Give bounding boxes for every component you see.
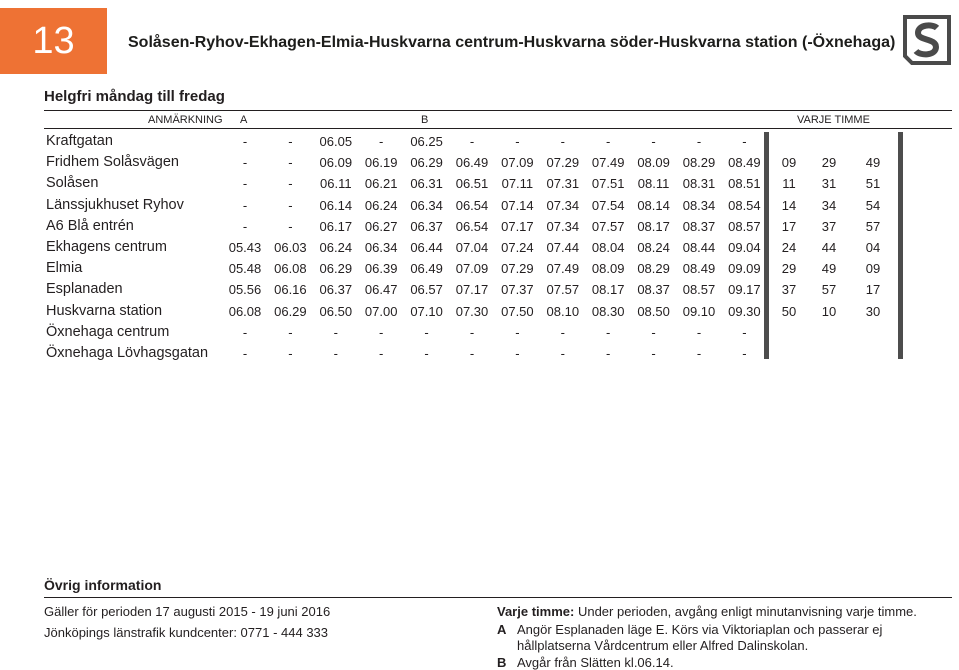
hourly-row — [769, 216, 897, 237]
departure-time: - — [288, 218, 293, 234]
timetable-row — [44, 131, 764, 152]
departure-time: - — [242, 155, 248, 171]
departure-time: - — [606, 346, 611, 361]
hourly-minute: 29 — [781, 261, 797, 277]
departure-time: 07.57 — [546, 282, 580, 298]
note-a-line1: Angör Esplanaden läge E. Körs via Viktoriaplan och passerar ej — [517, 622, 883, 637]
hourly-header: VARJE TIMME — [797, 114, 870, 126]
timetable-row — [44, 195, 764, 216]
departure-time: - — [242, 218, 248, 234]
departure-time: - — [469, 324, 475, 340]
departure-time: - — [288, 197, 293, 213]
note-a — [497, 622, 882, 637]
departure-time: - — [742, 134, 747, 149]
hourly-minute: 24 — [781, 240, 797, 255]
stop-name: Huskvarna station — [46, 302, 163, 319]
departure-time: 08.44 — [682, 240, 716, 255]
departure-time: 06.08 — [228, 303, 262, 319]
departure-time: - — [742, 346, 747, 361]
departure-time: 06.49 — [410, 261, 443, 277]
departure-time: 07.54 — [591, 197, 625, 213]
departure-time: 05.48 — [228, 261, 262, 277]
departure-time: 06.51 — [455, 176, 489, 192]
departure-time: 07.04 — [455, 240, 489, 255]
departure-time: - — [333, 346, 338, 361]
departure-time: 06.31 — [410, 176, 443, 192]
departure-time: - — [379, 346, 384, 361]
departure-time: - — [242, 324, 248, 340]
departure-time: - — [606, 324, 611, 340]
departure-time: - — [560, 346, 565, 361]
remarks-header: ANMÄRKNING — [148, 114, 223, 126]
validity-text: Gäller för perioden 17 augusti 2015 - 19 juni 2016 — [44, 604, 331, 619]
departure-time: 08.14 — [637, 197, 670, 213]
departure-time: 06.24 — [319, 240, 353, 255]
departure-time: 06.29 — [274, 303, 307, 319]
departure-time: 06.19 — [364, 155, 398, 171]
departure-time: - — [242, 176, 248, 192]
departure-time: 06.50 — [319, 303, 353, 319]
hourly-minute: 54 — [865, 197, 881, 213]
info-heading: Övrig information — [44, 577, 162, 593]
departure-time: 08.09 — [637, 155, 670, 171]
departure-time: 06.37 — [410, 218, 443, 234]
hourly-minute: 04 — [865, 240, 881, 255]
hourly-minute: 57 — [821, 282, 837, 298]
departure-time: 07.51 — [591, 176, 625, 192]
departure-time: - — [469, 346, 475, 361]
hourly-row — [769, 152, 897, 173]
departure-time: 06.24 — [364, 197, 398, 213]
departure-time: 07.49 — [591, 155, 625, 171]
departure-time: 06.05 — [319, 134, 353, 149]
hourly-row — [769, 131, 897, 152]
departure-time: - — [242, 346, 248, 361]
departure-time: - — [651, 134, 656, 149]
hourly-minute: 17 — [781, 218, 797, 234]
departure-time: - — [515, 134, 520, 149]
departure-time: 08.11 — [637, 176, 670, 192]
departure-time: 08.31 — [682, 176, 716, 192]
divider-top — [44, 110, 952, 111]
departure-time: 06.21 — [364, 176, 398, 192]
departure-time: 07.09 — [455, 261, 489, 277]
remark-code-b: B — [421, 114, 429, 126]
departure-time: - — [696, 346, 702, 361]
departure-time: - — [288, 346, 293, 361]
departure-time: 07.29 — [501, 261, 534, 277]
departure-time: - — [288, 134, 293, 149]
divider-info — [44, 597, 952, 598]
hourly-minute: 09 — [865, 261, 881, 277]
departure-time: 07.00 — [364, 303, 398, 319]
departure-time: 08.29 — [637, 261, 670, 277]
departure-time: 08.17 — [591, 282, 625, 298]
departure-time: 07.29 — [546, 155, 580, 171]
departure-time: 08.51 — [728, 176, 761, 192]
note-a-continued: hållplatserna Vårdcentrum eller Alfred Dalinskolan. — [517, 638, 809, 653]
departure-time: 05.43 — [228, 240, 262, 255]
departure-time: - — [333, 324, 338, 340]
departure-time: 07.50 — [501, 303, 534, 319]
note-b-text: Avgår från Slätten kl.06.14. — [517, 655, 674, 670]
stop-name: Kraftgatan — [46, 133, 113, 149]
hourly-minute: 29 — [821, 155, 837, 171]
hourly-minute: 31 — [821, 176, 837, 192]
departure-time: - — [424, 324, 429, 340]
hourly-note — [497, 604, 917, 619]
departure-time: - — [515, 346, 520, 361]
departure-time: - — [379, 324, 384, 340]
departure-time: 08.04 — [591, 240, 625, 255]
hourly-row — [769, 195, 897, 216]
departure-time: 08.49 — [728, 155, 761, 171]
departure-time: 06.16 — [274, 282, 307, 298]
departure-time: 08.57 — [728, 218, 761, 234]
stop-name: Esplanaden — [46, 281, 123, 298]
route-number-badge: 13 — [0, 8, 107, 74]
departure-time: 07.10 — [410, 303, 443, 319]
departure-time: 08.30 — [591, 303, 625, 319]
departure-time: 08.57 — [682, 282, 716, 298]
hourly-divider-left — [764, 132, 769, 359]
stop-name: Öxnehaga Lövhagsgatan — [46, 345, 209, 361]
departure-time: 07.34 — [546, 197, 580, 213]
departure-time: 06.47 — [364, 282, 398, 298]
departure-time: - — [560, 134, 565, 149]
departure-time: 07.30 — [455, 303, 489, 319]
departure-time: 08.34 — [682, 197, 716, 213]
hourly-note-label: Varje timme: — [497, 604, 575, 619]
departure-time: 06.54 — [455, 197, 489, 213]
departure-time: 08.29 — [682, 155, 716, 171]
hourly-minute: 34 — [821, 197, 837, 213]
departure-time: - — [515, 324, 520, 340]
departure-time: 07.34 — [546, 218, 580, 234]
departure-time: 05.56 — [228, 282, 262, 298]
timetable-row — [44, 301, 764, 322]
hourly-minute: 14 — [781, 197, 797, 213]
hourly-row — [769, 173, 897, 194]
departure-time: 07.44 — [546, 240, 580, 255]
hourly-row — [769, 343, 897, 364]
departure-time: 09.04 — [728, 240, 761, 255]
departure-time: 08.37 — [682, 218, 716, 234]
departure-time: 09.10 — [682, 303, 716, 319]
departure-time: 08.17 — [637, 218, 670, 234]
departure-time: - — [469, 134, 475, 149]
stop-name: A6 Blå entrén — [46, 217, 134, 234]
hourly-row — [769, 237, 897, 258]
hourly-minute: 10 — [821, 303, 837, 319]
departure-time: - — [288, 155, 293, 171]
departure-time: 07.57 — [591, 218, 625, 234]
stop-name: Solåsen — [46, 175, 99, 192]
timetable-row — [44, 237, 764, 258]
departure-time: 06.09 — [319, 155, 353, 171]
timetable-row — [44, 322, 764, 343]
remark-code-a: A — [240, 114, 248, 126]
departure-time: 08.24 — [637, 240, 670, 255]
departure-time: - — [288, 324, 293, 340]
departure-time: 06.44 — [410, 240, 443, 255]
stop-name: Länssjukhuset Ryhov — [46, 196, 184, 213]
departure-time: 07.24 — [501, 240, 534, 255]
hourly-row — [769, 279, 897, 300]
hourly-minute: 49 — [821, 261, 837, 277]
divider-header — [44, 128, 952, 129]
departure-time: 06.57 — [410, 282, 443, 298]
departure-time: 09.09 — [728, 261, 761, 277]
hourly-divider-right — [898, 132, 903, 359]
departure-time: - — [696, 324, 702, 340]
stop-name: Öxnehaga centrum — [46, 323, 170, 340]
hourly-minute: 37 — [821, 218, 837, 234]
timetable-row — [44, 343, 764, 364]
departure-time: 07.11 — [501, 176, 534, 192]
departure-time: 06.34 — [364, 240, 398, 255]
departure-time: - — [651, 346, 656, 361]
hourly-row — [769, 301, 897, 322]
customer-center-text: Jönköpings länstrafik kundcenter: 0771 - 444 333 — [44, 625, 329, 640]
hourly-row — [769, 322, 897, 343]
departure-time: - — [242, 197, 248, 213]
hourly-minute: 57 — [865, 218, 881, 234]
departure-time: 06.27 — [364, 218, 398, 234]
hourly-minute: 50 — [781, 303, 797, 319]
departure-time: 06.37 — [319, 282, 353, 298]
departure-time: - — [696, 134, 702, 149]
departure-time: 07.31 — [546, 176, 580, 192]
stop-name: Ekhagens centrum — [46, 239, 167, 255]
hourly-minute: 09 — [781, 155, 797, 171]
hourly-minute: 37 — [781, 282, 797, 298]
departure-time: - — [288, 176, 293, 192]
departure-time: 08.50 — [637, 303, 670, 319]
timetable-row — [44, 258, 764, 279]
hourly-minute: 30 — [865, 303, 881, 319]
departure-time: 07.17 — [501, 218, 534, 234]
stop-name: Elmia — [46, 260, 83, 277]
hourly-minute: 17 — [865, 282, 881, 298]
departure-time: 08.10 — [546, 303, 580, 319]
departure-time: 07.09 — [501, 155, 534, 171]
departure-time: 08.09 — [591, 261, 625, 277]
note-a-code: A — [497, 622, 507, 637]
departure-time: - — [379, 134, 384, 149]
stop-name: Fridhem Solåsvägen — [46, 154, 179, 171]
hourly-minute: 11 — [782, 176, 796, 192]
departure-time: 06.11 — [320, 176, 352, 192]
departure-time: 06.08 — [274, 261, 307, 277]
departure-time: 08.54 — [728, 197, 761, 213]
note-b — [497, 655, 674, 670]
hourly-note-text: Under perioden, avgång enligt minutanvisning varje timme. — [577, 604, 917, 619]
route-title: Solåsen-Ryhov-Ekhagen-Elmia-Huskvarna centrum-Huskvarna söder-Huskvarna station (-Öxnehaga) — [128, 34, 896, 51]
timetable-row — [44, 152, 764, 173]
departure-time: 06.29 — [410, 155, 443, 171]
departure-time: 08.37 — [637, 282, 670, 298]
operator-logo-icon — [902, 14, 952, 66]
departure-time: 06.54 — [455, 218, 489, 234]
departure-time: 08.49 — [682, 261, 716, 277]
departure-time: 07.49 — [546, 261, 580, 277]
hourly-minute: 51 — [865, 176, 881, 192]
departure-time: 06.49 — [455, 155, 489, 171]
hourly-row — [769, 258, 897, 279]
departure-time: - — [424, 346, 429, 361]
note-b-code: B — [497, 655, 507, 670]
departure-time: 06.25 — [410, 134, 443, 149]
departure-time: 07.14 — [501, 197, 534, 213]
timetable-row — [44, 279, 764, 300]
departure-time: - — [242, 134, 248, 149]
departure-time: 06.34 — [410, 197, 443, 213]
timetable-row — [44, 216, 764, 237]
departure-time: - — [651, 324, 656, 340]
day-type-heading: Helgfri måndag till fredag — [44, 88, 225, 105]
departure-time: 06.17 — [319, 218, 353, 234]
hourly-minute: 44 — [821, 240, 837, 255]
timetable-row — [44, 173, 764, 194]
departure-time: 07.17 — [455, 282, 489, 298]
hourly-minute: 49 — [865, 155, 881, 171]
departure-time: - — [606, 134, 611, 149]
departure-time: 09.30 — [728, 303, 761, 319]
departure-time: 06.14 — [319, 197, 353, 213]
departure-time: - — [742, 324, 747, 340]
departure-time: 06.29 — [319, 261, 353, 277]
departure-time: 09.17 — [728, 282, 761, 298]
departure-time: 06.39 — [364, 261, 398, 277]
departure-time: 06.03 — [274, 240, 307, 255]
departure-time: 07.37 — [501, 282, 534, 298]
departure-time: - — [560, 324, 565, 340]
